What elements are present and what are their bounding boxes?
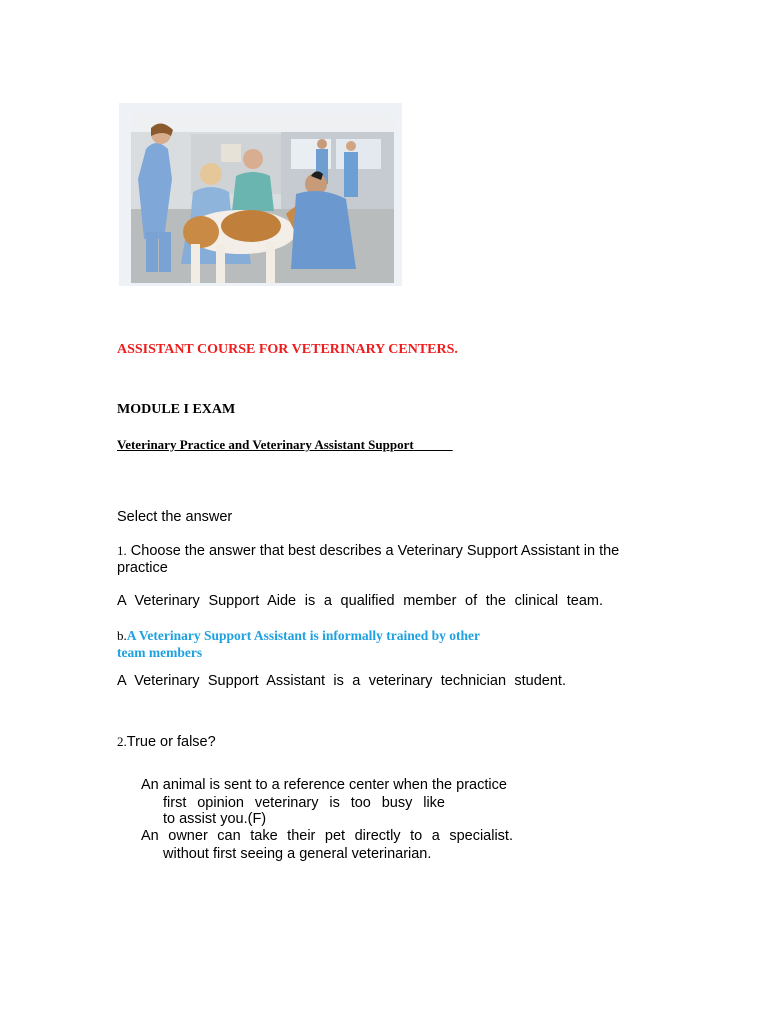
option-a[interactable]: A Veterinary Support Aide is a qualified member of the clinical team. [117,593,603,609]
option-b-selected[interactable] [117,627,507,661]
statement-2-line-1: An owner can take their pet directly to a specialist. [141,828,513,844]
question-1-number: 1. [117,543,127,558]
module-title: MODULE I EXAM [117,402,236,417]
option-c[interactable]: A Veterinary Support Assistant is a veterinary technician student. [117,673,566,689]
statement-1-line-3: to assist you.(F) [163,811,267,827]
question-1-text: Choose the answer that best describes a Veterinary Support Assistant in the practice [117,543,620,576]
question-2 [117,733,216,751]
statement-2-line-2: without first seeing a general veterinarian. [163,846,432,862]
exam-subtitle [117,437,453,453]
instruction: Select the answer [117,509,233,525]
question-1 [117,542,637,577]
exam-subtitle-text: Veterinary Practice and Veterinary Assistant Support [117,437,414,452]
question-2-number: 2. [117,734,127,749]
statement-1-line-2: first opinion veterinary is too busy like [163,795,445,811]
statement-2[interactable] [141,828,513,845]
statement-1-line-1: An animal is sent to a reference center when the practice [141,777,507,793]
statement-1[interactable] [141,777,507,794]
option-b-text: A Veterinary Support Assistant is informally trained by other team members [117,628,480,660]
option-b-prefix: b. [117,628,127,643]
course-title: ASSISTANT COURSE FOR VETERINARY CENTERS. [117,342,458,357]
veterinary-team-photo [131,114,394,283]
question-2-text: True or false? [126,734,216,750]
